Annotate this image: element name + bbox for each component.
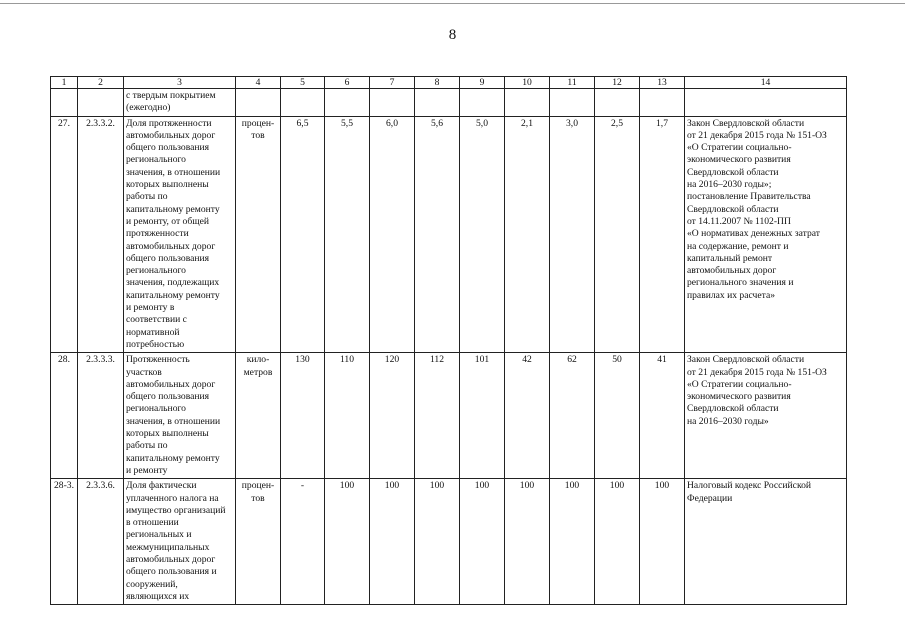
- empty-cell: [281, 89, 325, 117]
- empty-cell: [550, 89, 595, 117]
- header-row: [51, 77, 847, 89]
- indicator-name: Доля протяженности автомобильных дорог общего пользования регионального значения, в отношении которых выполнены работы по капитальному ремонту и ремонту, от общей протяженности автомобильных дорог общего пользования регионального значения, подлежащих капитальному ремонту и ремонту в соответствии с нормативной потребностью: [124, 116, 236, 353]
- empty-cell: [236, 89, 281, 117]
- indicator-name: Протяженность участков автомобильных дорог общего пользования регионального значения, в отношении которых выполнены работы по капитальному ремонту и ремонту: [124, 353, 236, 479]
- indicator-name: с твердым покрытием (ежегодно): [124, 89, 236, 117]
- value-cell: 2,1: [505, 116, 550, 353]
- indicator-code: 2.3.3.3.: [78, 353, 124, 479]
- header-cell: 6: [325, 77, 370, 89]
- unit-cell: процен- тов: [236, 116, 281, 353]
- empty-cell: [51, 89, 78, 117]
- value-cell: 120: [370, 353, 415, 479]
- indicator-name: Доля фактически уплаченного налога на имущество организаций в отношении региональных и межмуниципальных автомобильных дорог общего пользования и сооружений, являющихся их: [124, 479, 236, 605]
- row-number: 27.: [51, 116, 78, 353]
- continuation-row: [51, 89, 847, 117]
- value-cell: 1,7: [640, 116, 685, 353]
- value-cell: -: [281, 479, 325, 605]
- header-cell: 14: [685, 77, 847, 89]
- page-number: 8: [448, 27, 457, 43]
- value-cell: 6,0: [370, 116, 415, 353]
- value-cell: 100: [325, 479, 370, 605]
- empty-cell: [595, 89, 640, 117]
- empty-cell: [325, 89, 370, 117]
- legal-source: Закон Свердловской области от 21 декабря 2015 года № 151-ОЗ «О Стратегии социально- экономического развития Свердловской области на 2016–2030 годы»; постановление Правительства Свердловской области от 14.11.2007 № 1102-ПП «О нормативах денежных затрат на содержание, ремонт и капитальный ремонт автомобильных дорог регионального значения и правилах их расчета»: [685, 116, 847, 353]
- header-cell: 8: [415, 77, 460, 89]
- legal-source: Закон Свердловской области от 21 декабря 2015 года № 151-ОЗ «О Стратегии социально- экономического развития Свердловской области на 2016–2030 годы»: [685, 353, 847, 479]
- indicators-table: [50, 76, 847, 605]
- legal-source: Налоговый кодекс Российской Федерации: [685, 479, 847, 605]
- empty-cell: [685, 89, 847, 117]
- value-cell: 100: [640, 479, 685, 605]
- value-cell: 2,5: [595, 116, 640, 353]
- value-cell: 50: [595, 353, 640, 479]
- value-cell: 5,6: [415, 116, 460, 353]
- header-cell: 2: [78, 77, 124, 89]
- value-cell: 6,5: [281, 116, 325, 353]
- table-row: [51, 116, 847, 353]
- indicator-code: 2.3.3.2.: [78, 116, 124, 353]
- header-cell: 11: [550, 77, 595, 89]
- value-cell: 100: [595, 479, 640, 605]
- unit-cell: процен- тов: [236, 479, 281, 605]
- empty-cell: [415, 89, 460, 117]
- header-cell: 10: [505, 77, 550, 89]
- header-cell: 5: [281, 77, 325, 89]
- top-rule: [0, 3, 905, 4]
- value-cell: 5,5: [325, 116, 370, 353]
- table-row: [51, 353, 847, 479]
- header-cell: 9: [460, 77, 505, 89]
- unit-cell: кило- метров: [236, 353, 281, 479]
- header-cell: 4: [236, 77, 281, 89]
- empty-cell: [370, 89, 415, 117]
- value-cell: 100: [415, 479, 460, 605]
- value-cell: 101: [460, 353, 505, 479]
- table-row: [51, 479, 847, 605]
- value-cell: 112: [415, 353, 460, 479]
- value-cell: 62: [550, 353, 595, 479]
- value-cell: 42: [505, 353, 550, 479]
- value-cell: 100: [505, 479, 550, 605]
- row-number: 28-3.: [51, 479, 78, 605]
- empty-cell: [78, 89, 124, 117]
- row-number: 28.: [51, 353, 78, 479]
- value-cell: 100: [460, 479, 505, 605]
- empty-cell: [505, 89, 550, 117]
- value-cell: 41: [640, 353, 685, 479]
- header-cell: 12: [595, 77, 640, 89]
- header-cell: 1: [51, 77, 78, 89]
- value-cell: 130: [281, 353, 325, 479]
- empty-cell: [460, 89, 505, 117]
- value-cell: 100: [370, 479, 415, 605]
- value-cell: 3,0: [550, 116, 595, 353]
- value-cell: 110: [325, 353, 370, 479]
- value-cell: 100: [550, 479, 595, 605]
- value-cell: 5,0: [460, 116, 505, 353]
- empty-cell: [640, 89, 685, 117]
- header-cell: 13: [640, 77, 685, 89]
- header-cell: 3: [124, 77, 236, 89]
- indicator-code: 2.3.3.6.: [78, 479, 124, 605]
- header-cell: 7: [370, 77, 415, 89]
